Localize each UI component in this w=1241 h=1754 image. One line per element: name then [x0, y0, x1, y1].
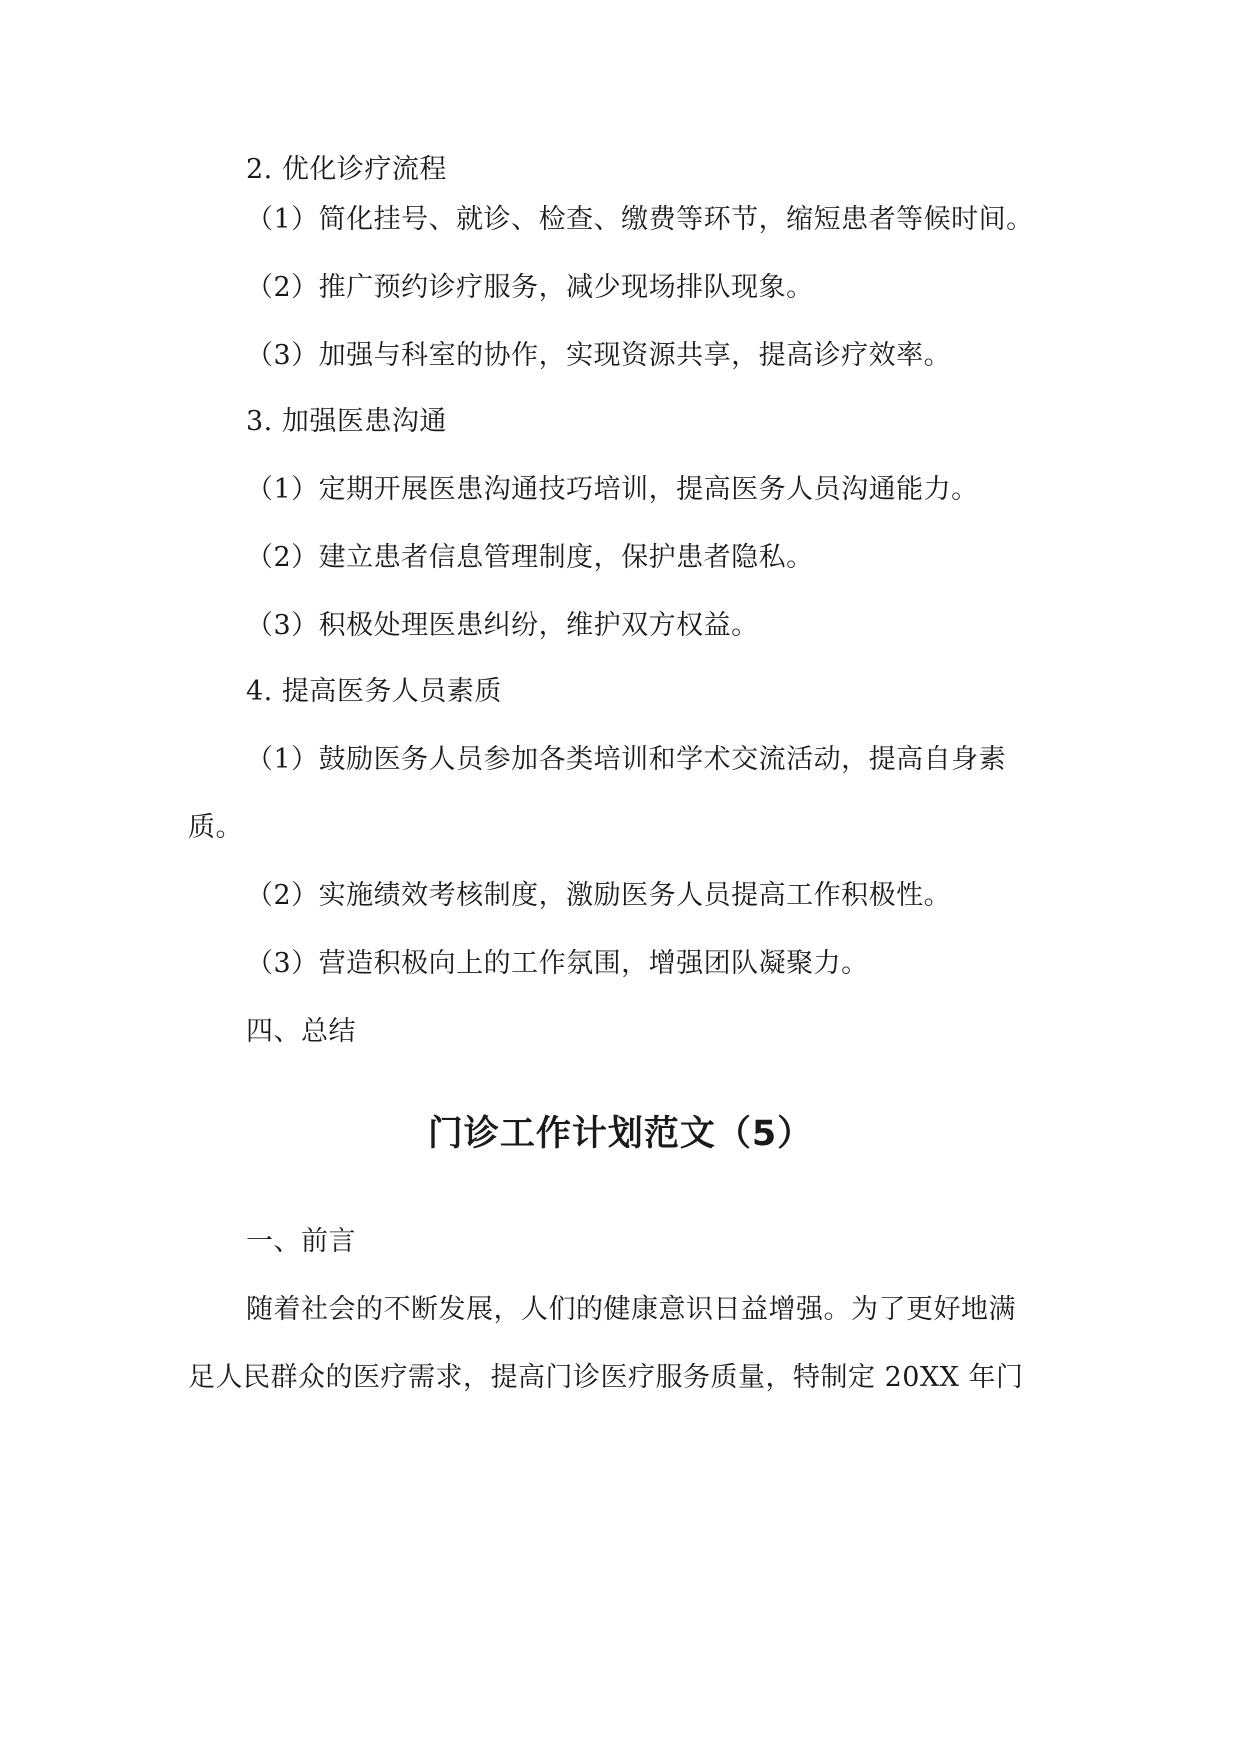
paragraph-line: 随着社会的不断发展，人们的健康意识日益增强。为了更好地满 — [246, 1294, 1016, 1325]
summary-heading: 四、总结 — [246, 1016, 356, 1047]
paragraph-line: 足人民群众的医疗需求，提高门诊医疗服务质量，特制定 20XX 年门 — [188, 1362, 1024, 1393]
section-heading: 2. 优化诊疗流程 — [246, 154, 447, 185]
section-heading: 3. 加强医患沟通 — [246, 406, 447, 437]
section-heading: 4. 提高医务人员素质 — [246, 676, 502, 707]
list-item: （2）建立患者信息管理制度，保护患者隐私。 — [246, 542, 814, 573]
list-item: （1）简化挂号、就诊、检查、缴费等环节，缩短患者等候时间。 — [246, 204, 1034, 235]
list-item: （2）实施绩效考核制度，激励医务人员提高工作积极性。 — [246, 880, 952, 911]
list-item: （3）积极处理医患纠纷，维护双方权益。 — [246, 610, 759, 641]
list-item: （1）定期开展医患沟通技巧培训，提高医务人员沟通能力。 — [246, 474, 979, 505]
list-item: （1）鼓励医务人员参加各类培训和学术交流活动，提高自身素 — [246, 744, 1007, 775]
preface-heading: 一、前言 — [246, 1226, 356, 1257]
list-item: （2）推广预约诊疗服务，减少现场排队现象。 — [246, 272, 814, 303]
list-item: （3）营造积极向上的工作氛围，增强团队凝聚力。 — [246, 948, 869, 979]
document-title: 门诊工作计划范文（5） — [427, 1114, 814, 1154]
list-item: （3）加强与科室的协作，实现资源共享，提高诊疗效率。 — [246, 340, 952, 371]
list-item-continuation: 质。 — [188, 812, 243, 843]
